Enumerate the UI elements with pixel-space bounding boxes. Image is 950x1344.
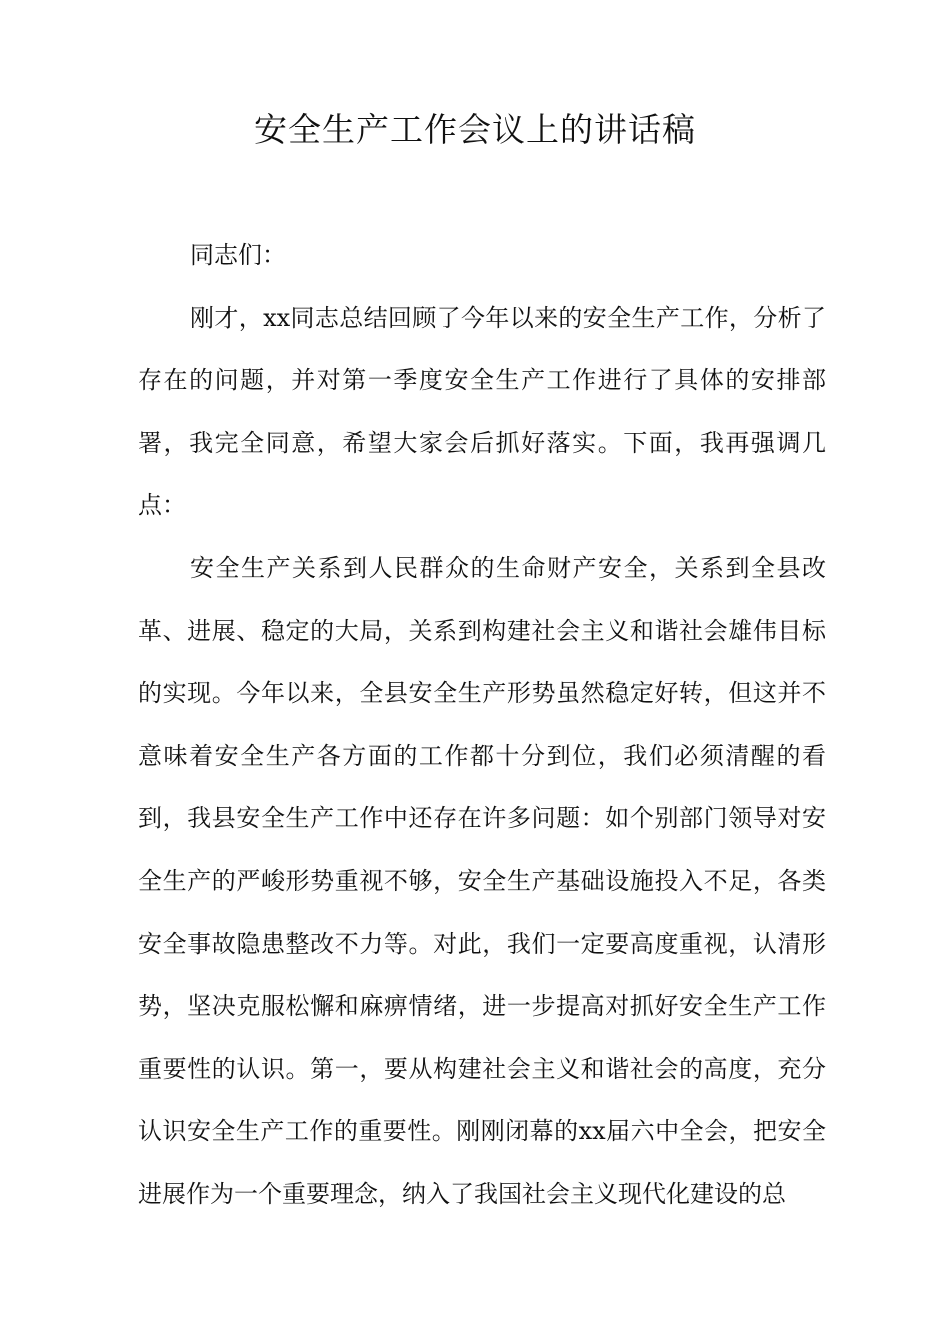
body-paragraph: 安全生产关系到人民群众的生命财产安全，关系到全县改革、进展、稳定的大局，关系到构建社会主义和谐社会雄伟目标的实现。今年以来，全县安全生产形势虽然稳定好转，但这并不意味着安全生产各方面的工作都十分到位，我们必须清醒的看到，我县安全生产工作中还存在许多问题：如个别部门领导对安全生产的严峻形势重视不够，安全生产基础设施投入不足，各类安全事故隐患整改不力等。对此，我们一定要高度重视，认清形势，坚决克服松懈和麻痹情绪，进一步提高对抓好安全生产工作重要性的认识。第一，要从构建社会主义和谐社会的高度，充分认识安全生产工作的重要性。刚刚闭幕的xx届六中全会，把安全进展作为一个重要理念，纳入了我国社会主义现代化建设的总 <box>138 553 826 1208</box>
salutation-paragraph: 同志们： <box>190 241 286 269</box>
document-body <box>138 224 826 1226</box>
document-title: 安全生产工作会议上的讲话稿 <box>254 110 696 149</box>
body-paragraph: 刚才，xx同志总结回顾了今年以来的安全生产工作，分析了存在的问题，并对第一季度安全生产工作进行了具体的安排部署，我完全同意，希望大家会后抓好落实。下面，我再强调几点： <box>138 303 826 520</box>
